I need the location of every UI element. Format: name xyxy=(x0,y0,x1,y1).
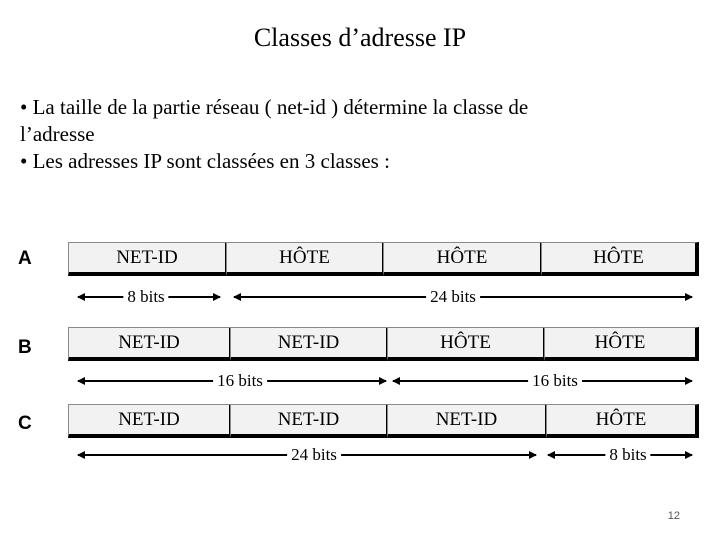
class-a-cell-1: NET-ID xyxy=(68,242,229,276)
class-c-host-bits: 8 bits xyxy=(605,445,650,465)
bullet-line-1: • La taille de la partie réseau ( net-id ) détermine la classe de xyxy=(20,95,529,119)
class-b-cell-2: NET-ID xyxy=(230,327,390,361)
class-b-cell-3: HÔTE xyxy=(387,327,547,361)
bullet-line-3: • Les adresses IP sont classées en 3 classes : xyxy=(20,149,390,173)
class-a-cell-3: HÔTE xyxy=(383,242,544,276)
class-b-host-bits: 16 bits xyxy=(528,371,582,391)
class-c-cell-3: NET-ID xyxy=(387,404,549,438)
class-c-cell-4: HÔTE xyxy=(546,404,699,438)
class-c-net-bits: 24 bits xyxy=(287,445,341,465)
class-label-b: B xyxy=(18,337,32,358)
class-a-cell-4: HÔTE xyxy=(541,242,699,276)
class-b-cell-1: NET-ID xyxy=(68,327,233,361)
class-a-net-bits: 8 bits xyxy=(123,287,168,307)
slide-title: Classes d’adresse IP xyxy=(253,23,467,52)
class-a-host-bits: 24 bits xyxy=(426,287,480,307)
class-a-cell-2: HÔTE xyxy=(226,242,386,276)
class-c-cell-1: NET-ID xyxy=(68,404,233,438)
bullet-line-2: l’adresse xyxy=(20,122,95,146)
class-c-cell-2: NET-ID xyxy=(230,404,390,438)
class-label-c: C xyxy=(18,413,32,434)
page-number: 12 xyxy=(667,510,680,522)
class-b-cell-4: HÔTE xyxy=(544,327,699,361)
class-label-a: A xyxy=(18,248,32,269)
class-b-net-bits: 16 bits xyxy=(213,371,267,391)
